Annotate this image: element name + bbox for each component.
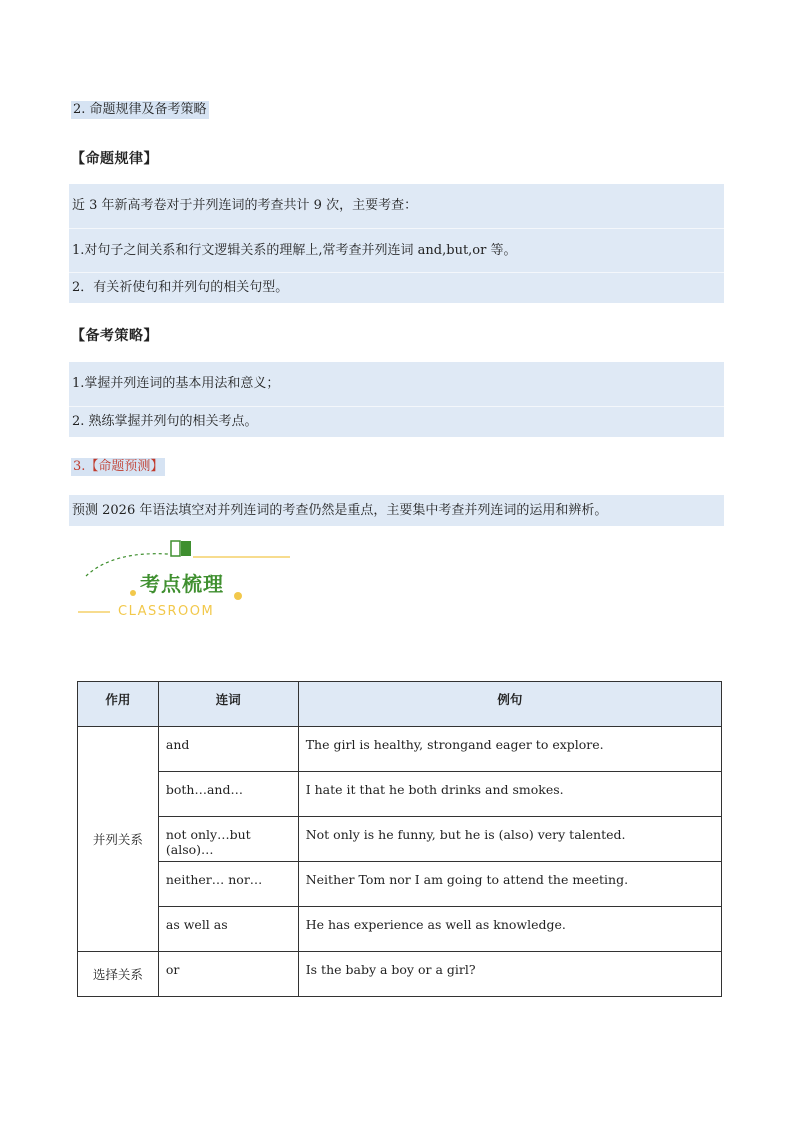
classroom-logo: [78, 536, 293, 626]
table-header-row: [78, 682, 722, 727]
strategy-item-1: 1.掌握并列连词的基本用法和意义；: [69, 362, 724, 406]
conjunction-table: [77, 681, 722, 997]
table-row: [78, 907, 722, 952]
table-row: [78, 817, 722, 862]
example-cell: Not only is he funny, but he is (also) very talented.: [298, 817, 721, 862]
example-cell: He has experience as well as knowledge.: [298, 907, 721, 952]
table-row: [78, 772, 722, 817]
function-cell: 并列关系: [78, 727, 159, 952]
table-row: [78, 862, 722, 907]
rules-heading: 【命题规律】: [71, 151, 158, 167]
example-cell: The girl is healthy, strongand eager to explore.: [298, 727, 721, 772]
conjunction-cell: as well as: [158, 907, 298, 952]
function-cell: 选择关系: [78, 952, 159, 997]
section-2-title: 2. 命题规律及备考策略: [73, 102, 207, 117]
table-row: [78, 952, 722, 997]
header-conjunction: 连词: [158, 682, 298, 727]
conjunction-cell: not only…but (also)…: [158, 817, 298, 862]
strategy-heading: 【备考策略】: [71, 328, 158, 344]
header-example: 例句: [298, 682, 721, 727]
strategy-item-2: 2. 熟练掌握并列句的相关考点。: [69, 406, 724, 437]
conjunction-cell: or: [158, 952, 298, 997]
section-3-title: 3.【命题预测】: [73, 459, 164, 474]
logo-subtitle: CLASSROOM: [118, 604, 215, 619]
conjunction-cell: and: [158, 727, 298, 772]
example-cell: Neither Tom nor I am going to attend the meeting.: [298, 862, 721, 907]
conjunction-cell: neither… nor…: [158, 862, 298, 907]
prediction-text: 预测 2026 年语法填空对并列连词的考查仍然是重点，主要集中考查并列连词的运用和辨析。: [69, 495, 724, 526]
example-cell: Is the baby a boy or a girl?: [298, 952, 721, 997]
rules-item-1: 近 3 年新高考卷对于并列连词的考查共计 9 次，主要考查：: [69, 184, 724, 228]
table-row: [78, 727, 722, 772]
rules-item-3: 2．有关祈使句和并列句的相关句型。: [69, 272, 724, 303]
header-function: 作用: [78, 682, 159, 727]
rules-item-2: 1.对句子之间关系和行文逻辑关系的理解上,常考查并列连词 and,but,or 等。: [69, 228, 724, 272]
example-cell: I hate it that he both drinks and smokes.: [298, 772, 721, 817]
logo-title: 考点梳理: [140, 572, 224, 596]
conjunction-cell: both…and…: [158, 772, 298, 817]
